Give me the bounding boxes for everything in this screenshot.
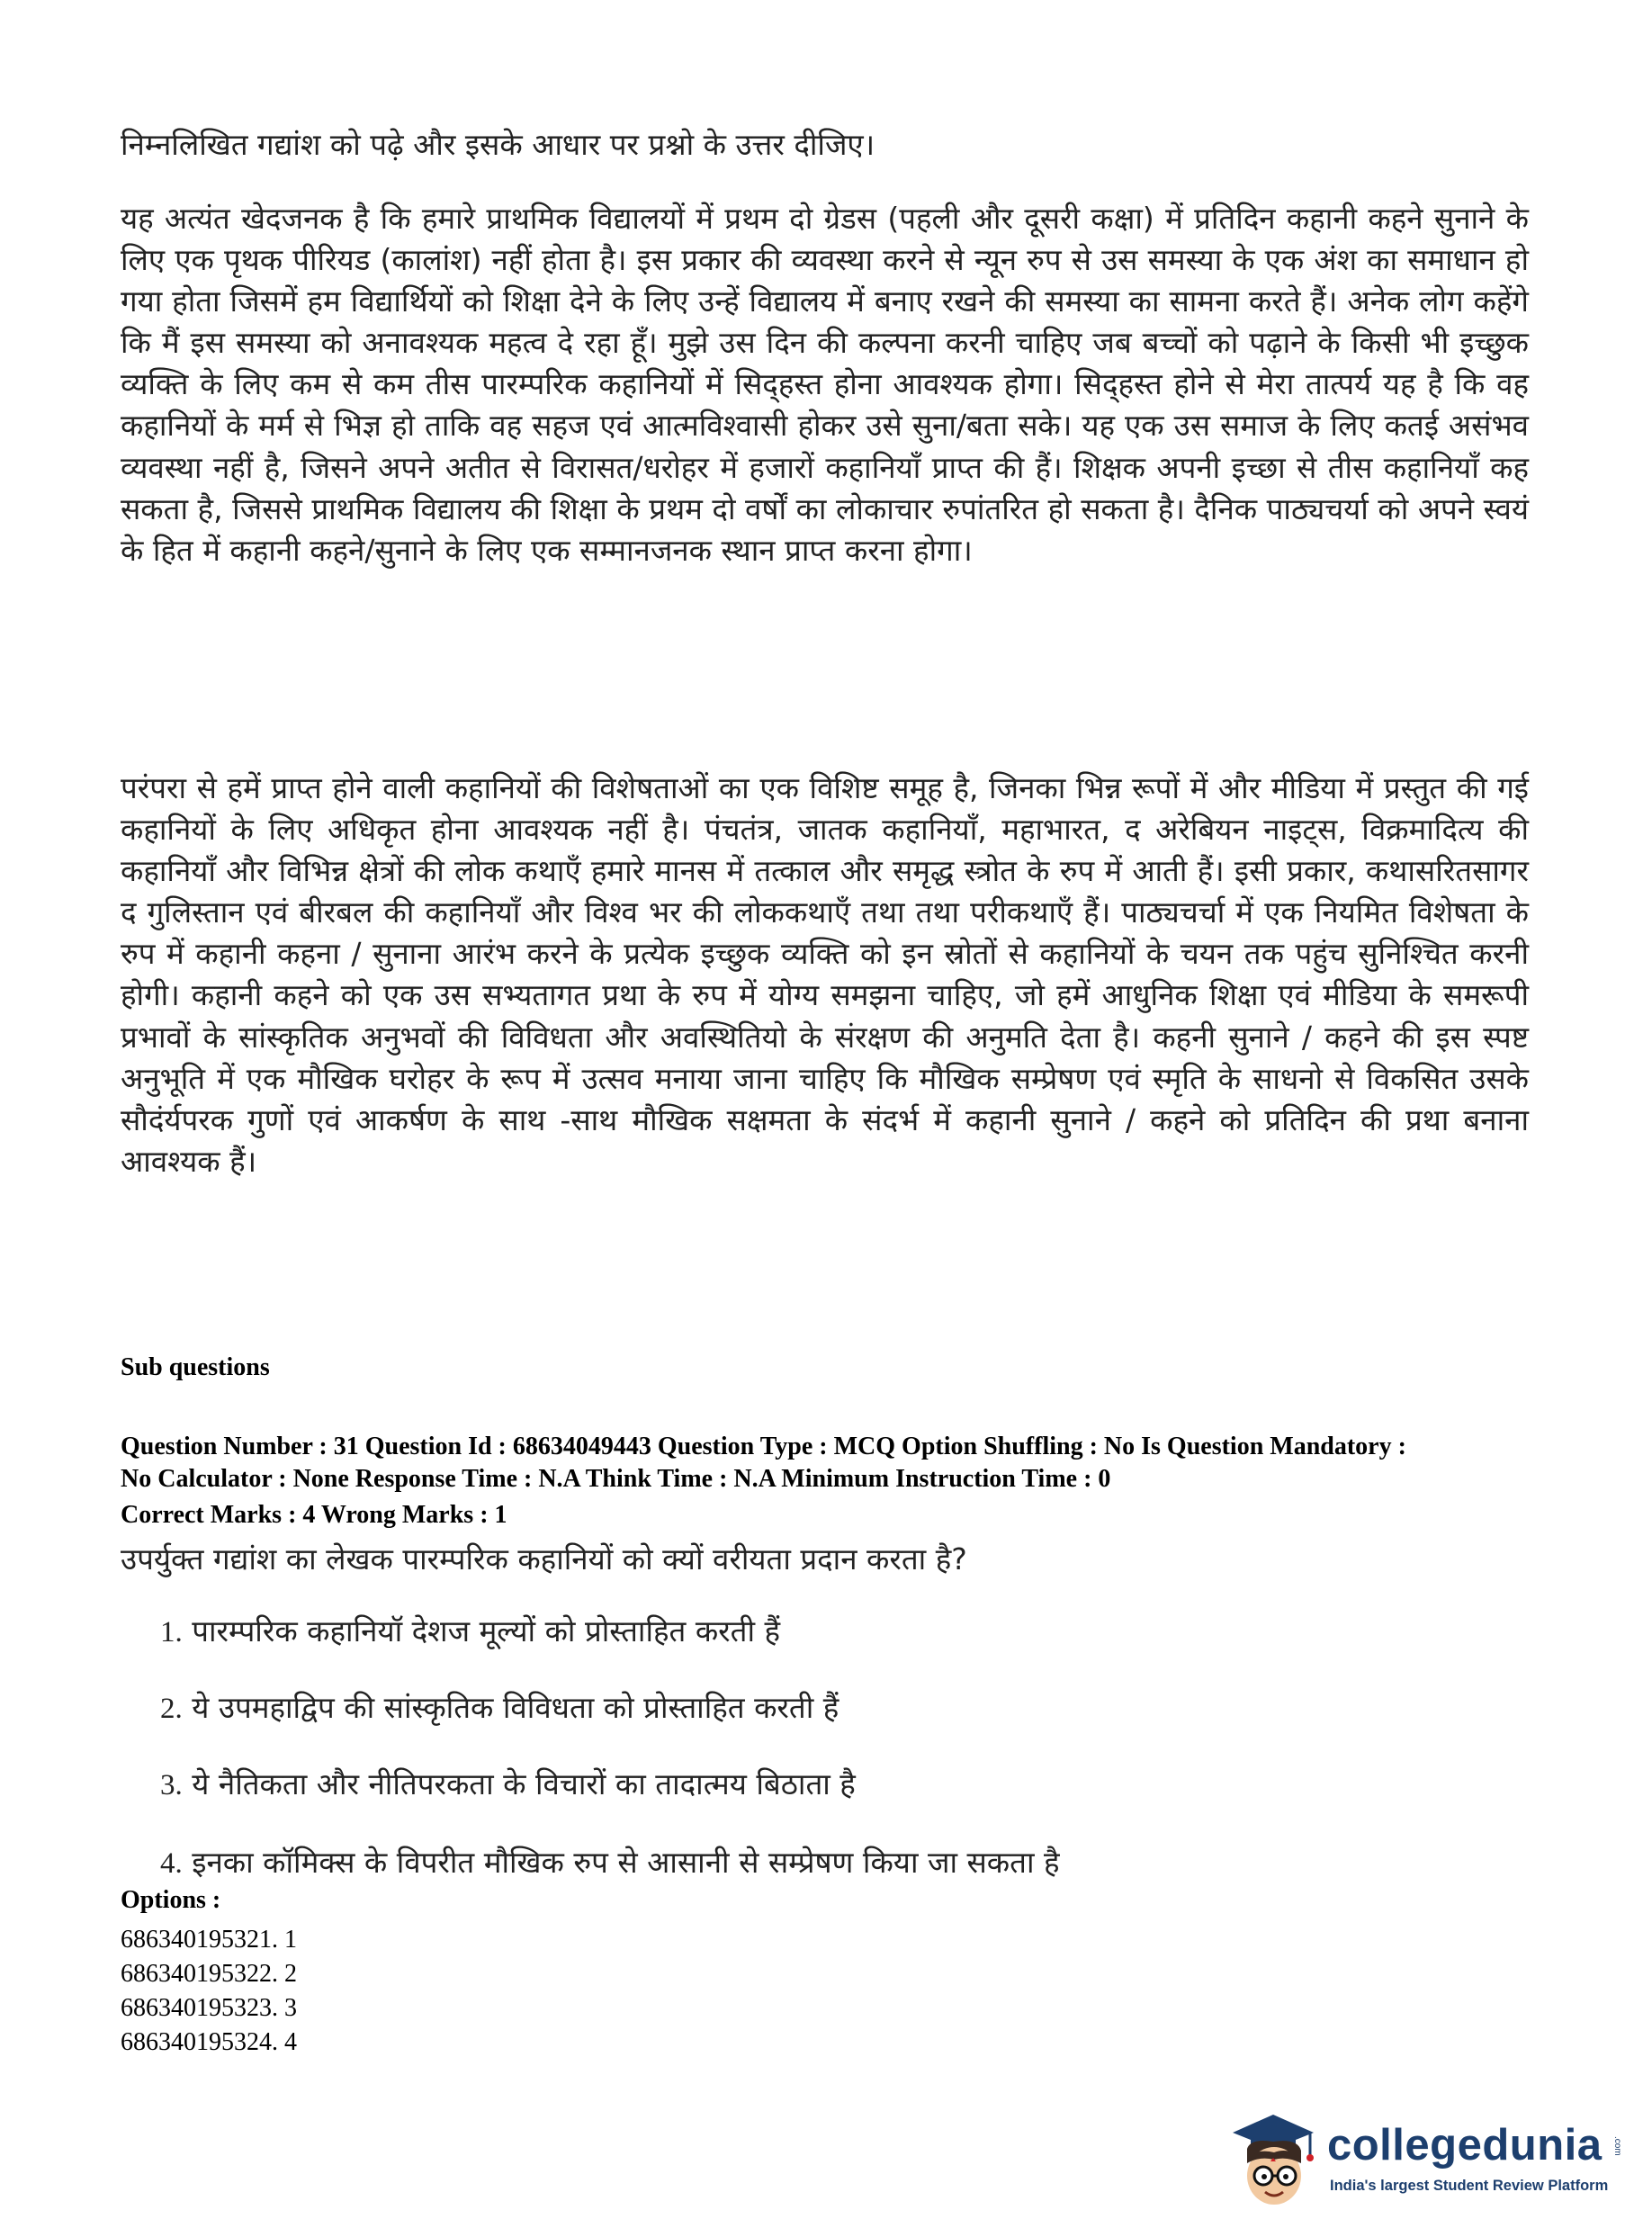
question-meta — [121, 1431, 1578, 1496]
statement-number: 1. — [160, 1616, 183, 1649]
statement-text: ये उपमहाद्विप की सांस्कृतिक विविधता को प्रोस्ताहित करती हैं — [192, 1690, 839, 1725]
student-avatar-icon — [1224, 2106, 1323, 2214]
collegedunia-logo — [1224, 2106, 1638, 2214]
sub-questions-label: Sub questions — [121, 1353, 270, 1381]
logo-wordmark: collegedunia — [1327, 2121, 1603, 2170]
statement-2 — [160, 1687, 839, 1729]
logo-tagline: India's largest Student Review Platform — [1330, 2178, 1609, 2194]
option-3[interactable]: 686340195323. 3 — [121, 1994, 297, 2022]
logo-domain: .com — [1612, 2136, 1622, 2156]
question-marks: Correct Marks : 4 Wrong Marks : 1 — [121, 1501, 507, 1529]
option-2[interactable]: 686340195322. 2 — [121, 1960, 297, 1988]
statement-number: 3. — [160, 1769, 183, 1801]
statement-4 — [160, 1842, 1060, 1884]
statement-text: पारम्परिक कहानियॉ देशज मूल्यों को प्रोस्ताहित करती हैं — [192, 1613, 781, 1649]
statement-text: ये नैतिकता और नीतिपरकता के विचारों का तादात्मय बिठाता है — [192, 1766, 856, 1801]
question-text: उपर्युक्त गद्यांश का लेखक पारम्परिक कहानियों को क्यों वरीयता प्रदान करता है? — [121, 1541, 967, 1577]
passage-paragraph-1: यह अत्यंत खेदजनक है कि हमारे प्राथमिक विद्यालयों में प्रथम दो ग्रेडस (पहली और दूसरी कक्षा) में प्रतिदिन कहानी कहने सुनाने के लिए एक पृथक पीरियड (कालांश) नहीं होता है। इस प्रकार की व्यवस्था करने से न्यून रुप से उस समस्या के एक अंश का समाधान हो गया होता जिसमें हम विद्यार्थियों को शिक्षा देने के लिए उन्हें विद्यालय में बनाए रखने की समस्या का सामना करते हैं। अनेक लोग कहेंगे कि मैं इस समस्या को अनावश्यक महत्व दे रहा हूँ। मुझे उस दिन की कल्पना करनी चाहिए जब बच्चों को पढ़ाने के किसी भी इच्छुक व्यक्ति के लिए कम से कम तीस पारम्परिक कहानियों में सिद्हस्त होना आवश्यक होगा। सिद्हस्त होने से मेरा तात्पर्य यह है कि वह कहानियों के मर्म से भिज्ञ हो ताकि वह सहज एवं आत्मविश्वासी होकर उसे सुना/बता सके। यह एक उस समाज के लिए कतई असंभव व्यवस्था नहीं है, जिसने अपने अतीत से विरासत/धरोहर में हजारों कहानियाँ प्राप्त की हैं। शिक्षक अपनी इच्छा से तीस कहानियाँ कह सकता है, जिससे प्राथमिक विद्यालय की शिक्षा के प्रथम दो वर्षों का लोकाचार रुपांतरित हो सकता है। दैनिक पाठ्यचर्या को अपने स्वयं के हित में कहानी कहने/सुनाने के लिए एक सम्मानजनक स्थान प्राप्त करना होगा। — [121, 201, 1529, 568]
passage-paragraph-2: परंपरा से हमें प्राप्त होने वाली कहानियों की विशेषताओं का एक विशिष्ट समूह है, जिनका भिन्न रूपों में और मीडिया में प्रस्तुत की गई कहानियों के लिए अधिकृत होना आवश्यक नहीं है। पंचतंत्र, जातक कहानियाँ, महाभारत, द अरेबियन नाइट्स, विक्रमादित्य की कहानियाँ और विभिन्न क्षेत्रों की लोक कथाएँ हमारे मानस में तत्काल और समृद्ध स्त्रोत के रुप में आती हैं। इसी प्रकार, कथासरितसागर द गुलिस्तान एवं बीरबल की कहानियाँ और विश्व भर की लोककथाएँ तथा तथा परीकथाएँ हैं। पाठ्यचर्चा में एक नियमित विशेषता के रुप में कहानी कहना / सुनाना आरंभ करने के प्रत्येक इच्छुक व्यक्ति को इन स्रोतों से कहानियों के चयन तक पहुंच सुनिश्चित करनी होगी। कहानी कहने को एक उस सभ्यतागत प्रथा के रुप में योग्य समझना चाहिए, जो हमें आधुनिक शिक्षा एवं मीडिया के समरूपी प्रभावों के सांस्कृतिक अनुभवों की विविधता और अवस्थितियो के संरक्षण की अनुमति देता है। कहनी सुनाने / कहने की इस स्पष्ट अनुभूति में एक मौखिक घरोहर के रूप में उत्सव मनाया जाना चाहिए कि मौखिक सम्प्रेषण एवं स्मृति के साधनो से विकसित उसके सौदंर्यपरक गुणों एवं आकर्षण के साथ -साथ मौखिक सक्षमता के संदर्भ में कहानी सुनाने / कहने को प्रतिदिन की प्रथा बनाना आवश्यक हैं। — [121, 770, 1529, 1179]
option-1[interactable]: 686340195321. 1 — [121, 1926, 297, 1954]
statement-text: इनका कॉमिक्स के विपरीत मौखिक रुप से आसानी से सम्प्रेषण किया जा सकता है — [192, 1845, 1060, 1880]
statement-number: 4. — [160, 1847, 183, 1880]
passage-instruction: निम्नलिखित गद्यांश को पढ़े और इसके आधार पर प्रश्नो के उत्तर दीजिए। — [121, 127, 875, 162]
options-label: Options : — [121, 1886, 221, 1914]
statement-3 — [160, 1764, 856, 1806]
question-meta-line-1: Question Number : 31 Question Id : 68634049443 Question Type : MCQ Option Shuffling : No Is Question Mandatory : — [121, 1433, 1406, 1460]
option-4[interactable]: 686340195324. 4 — [121, 2028, 297, 2056]
statement-1 — [160, 1611, 780, 1653]
statement-number: 2. — [160, 1693, 183, 1725]
question-meta-line-2: No Calculator : None Response Time : N.A Think Time : N.A Minimum Instruction Time : 0 — [121, 1465, 1111, 1493]
